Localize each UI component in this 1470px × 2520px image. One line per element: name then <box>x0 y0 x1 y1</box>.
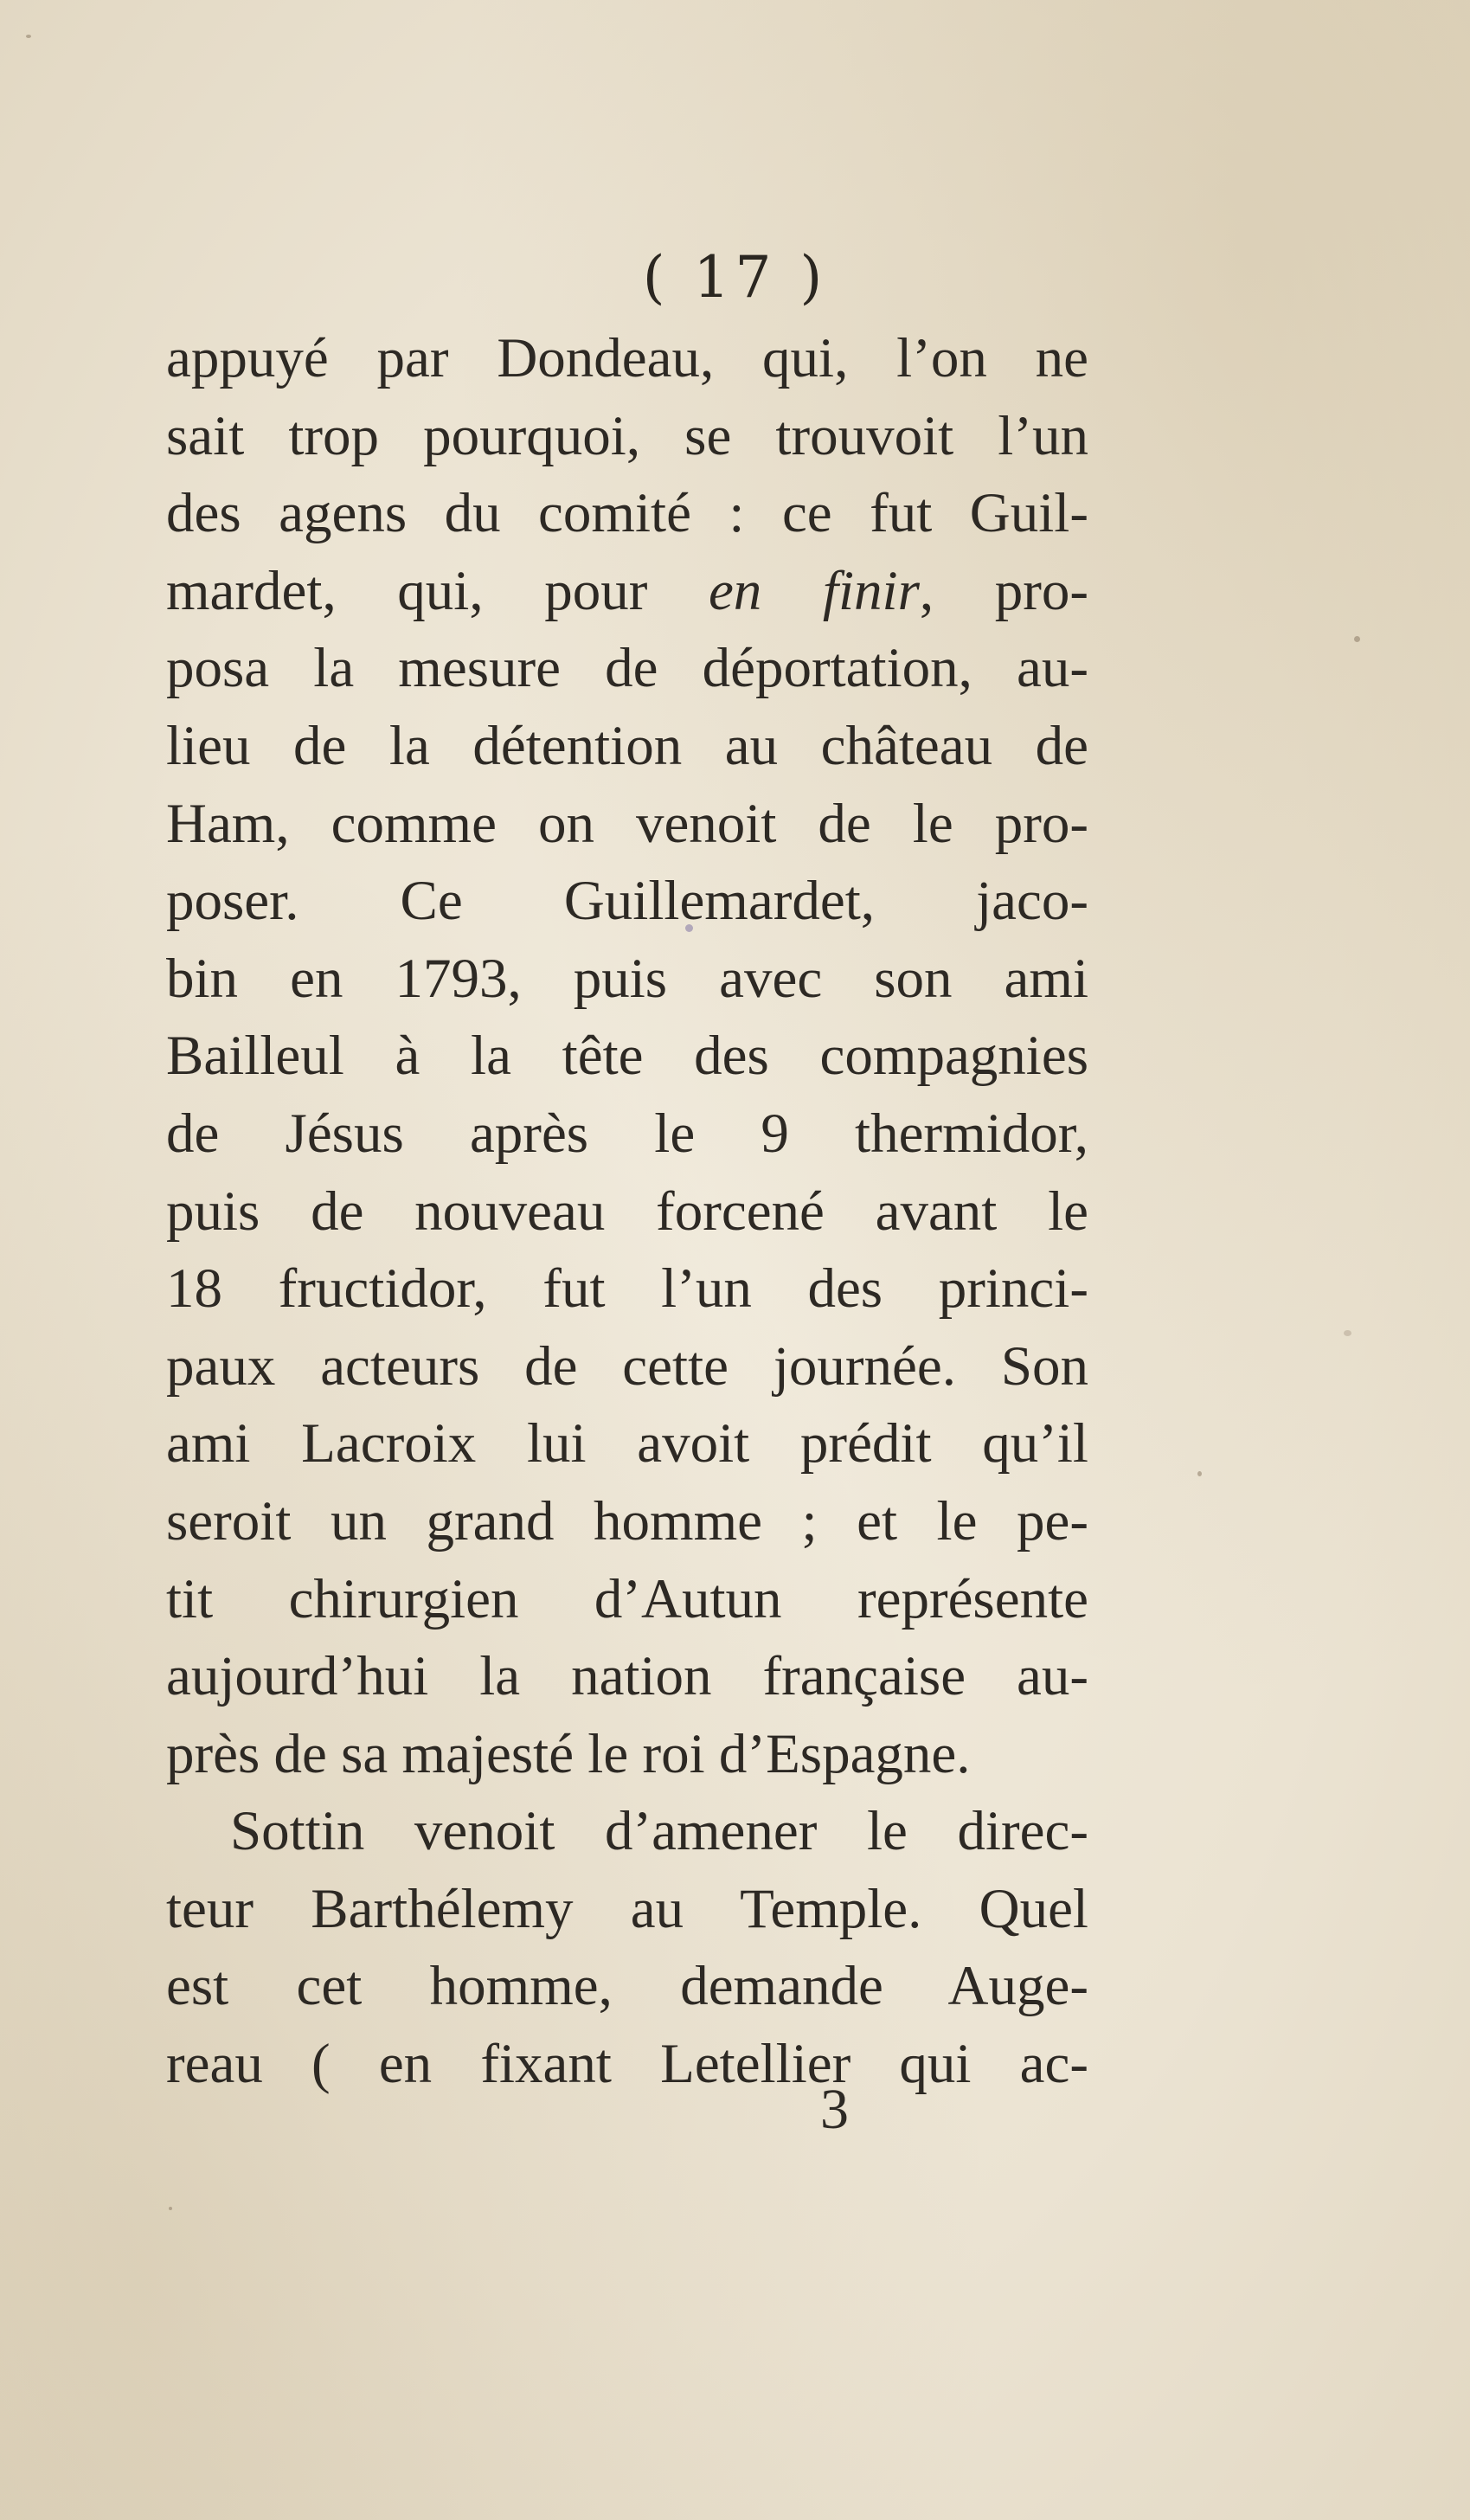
text-line: 18 fructidor, fut l’un des princi- <box>166 1257 1088 1321</box>
text-line: ami Lacroix lui avoit prédit qu’il <box>166 1412 1088 1475</box>
text-line: tit chirurgien d’Autun représente <box>166 1567 1088 1630</box>
paper-speck <box>26 35 31 38</box>
text-line: posa la mesure de déportation, au- <box>166 637 1088 700</box>
italic-phrase: en finir <box>708 559 920 622</box>
page-number-header: ( 17 ) <box>642 244 828 311</box>
text-line: Bailleul à la tête des compagnies <box>166 1025 1088 1088</box>
paper-speck <box>169 2207 172 2210</box>
text-line: Ham, comme on venoit de le pro- <box>166 792 1088 855</box>
text-line: puis de nouveau forcené avant le <box>166 1180 1088 1243</box>
text-line: paux acteurs de cette journée. Son <box>166 1334 1088 1398</box>
text-line: bin en 1793, puis avec son ami <box>166 947 1088 1010</box>
text-line-paragraph-start: Sottin venoit d’amener le direc- <box>230 1800 1088 1863</box>
text-line: appuyé par Dondeau, qui, l’on ne <box>166 327 1088 389</box>
text-line: reau ( en fixant Letellier qui ac- <box>166 2033 1088 2096</box>
text-line: aujourd’hui la nation française au- <box>166 1645 1088 1708</box>
signature-mark: 3 <box>820 2078 849 2141</box>
paper-speck <box>1354 636 1360 642</box>
paper-speck <box>1197 1471 1202 1476</box>
text-line: est cet homme, demande Auge- <box>166 1955 1088 2018</box>
text-line: des agens du comité : ce fut Guil- <box>166 482 1088 545</box>
paper-speck <box>1344 1330 1351 1336</box>
text-line-paragraph-end: près de sa majesté le roi d’Espagne. <box>166 1722 971 1785</box>
text-line: poser. Ce Guillemardet, jaco- <box>166 870 1088 933</box>
text-line: sait trop pourquoi, se trouvoit l’un <box>166 404 1088 467</box>
text-line: mardet, qui, pour en finir, pro- <box>166 559 1089 622</box>
text-line: lieu de la détention au château de <box>166 714 1088 777</box>
text-line: de Jésus après le 9 thermidor, <box>166 1102 1088 1165</box>
text-line: teur Barthélemy au Temple. Quel <box>166 1877 1088 1940</box>
text-line: seroit un grand homme ; et le pe- <box>166 1489 1088 1552</box>
body-text <box>166 320 1088 2104</box>
